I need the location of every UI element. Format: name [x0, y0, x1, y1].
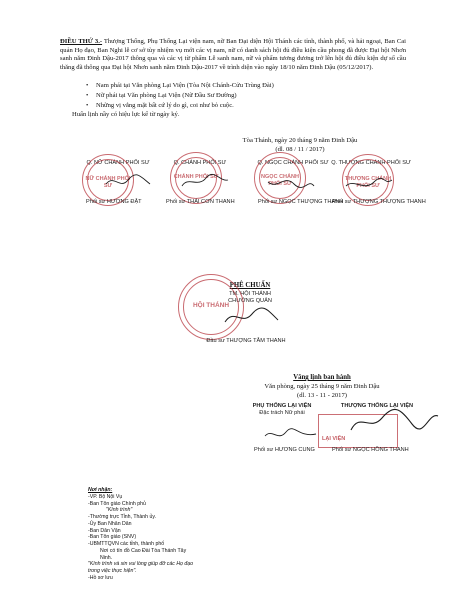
left-signer-title: PHỤ THỐNG LẠI VIỆN Đặc trách Nữ phái	[252, 403, 312, 417]
seal-icon: NỮ CHÁNH PHỐI SƯ	[82, 154, 134, 206]
list-item: -Ủy Ban Nhân Dân	[88, 520, 132, 527]
list-item: -Ban Tôn giáo (SNV)	[88, 534, 137, 541]
signers-row	[0, 148, 464, 210]
list-item: Nơi có tín đồ Cao Đài Tòa Thánh Tây Ninh.	[100, 547, 187, 561]
approval-block: PHÊ CHUẨN TM. HỘI THÁNH CHƯỞNG QUẢN	[190, 282, 310, 306]
promulgation-block: Vâng lịnh ban hành Văn phòng, ngày 25 tháng 9 năm Đinh Dậu (dl. 13 - 11 - 2017)	[222, 374, 422, 400]
promulgation-title: Vâng lịnh ban hành	[293, 374, 351, 381]
list-item: -Ban Dân Vận	[88, 527, 121, 534]
list-item: • Những vị vắng mặt bất cứ lý do gì, coi như bỏ cuộc.	[86, 102, 234, 110]
list-item: -UBMTTQVN các tỉnh, thành phố	[88, 541, 165, 547]
seal-icon: THƯỢNG CHÁNH PHỐI SƯ	[342, 154, 394, 206]
article-heading: ĐIỀU THỨ 3.-	[60, 38, 103, 45]
left-signer-name: Phối sư HƯƠNG CUNG	[254, 447, 315, 453]
approval-title: PHÊ CHUẨN	[229, 282, 271, 289]
recipients-title: Nơi nhận:	[88, 487, 113, 493]
bullet-icon: •	[86, 82, 89, 89]
signature-icon	[104, 172, 154, 192]
closing-line: Huấn lịnh nầy có hiệu lực kể từ ngày ký.	[72, 111, 180, 118]
signature-icon	[344, 174, 394, 194]
list-item: -Thường trực Tỉnh, Thành ủy.	[88, 514, 157, 520]
stamp-text: LẠI VIỆN	[322, 436, 346, 442]
list-item: • Nam phái tại Văn phòng Lại Viện (Tòa Nội Chánh-Cửu Trùng Đài)	[86, 82, 274, 89]
list-item: • Nữ phái tại Văn phòng Lại Viện (Nữ Đầu Sư Đường)	[86, 92, 237, 100]
recipients-block	[88, 487, 198, 582]
signer-name: Phối sư THƯỢNG THƯỢNG THANH	[332, 199, 426, 205]
bullet-list	[86, 82, 386, 113]
list-item: "Kính trình"	[106, 507, 133, 514]
list-item: -Hồ sơ lưu	[88, 574, 113, 581]
article-paragraph	[60, 38, 406, 73]
dateline: Tòa Thánh, ngày 20 tháng 9 năm Đinh Dậu (dl. 08 / 11 / 2017)	[242, 137, 358, 153]
signer-name: Phối sư THÁI CƠN THANH	[166, 199, 235, 205]
signer-name: Phối sư HƯƠNG ĐẬT	[86, 199, 142, 205]
signature-icon	[348, 404, 440, 440]
signer-name: Phối sư NGỌC THƯỢNG THANH	[258, 199, 344, 205]
bullet-icon: •	[86, 102, 89, 110]
seal-icon: CHÁNH PHỐI SƯ	[170, 152, 222, 204]
right-signer-title: THƯỢNG THỐNG LẠI VIỆN	[340, 403, 414, 409]
seal-icon: HỘI THÁNH	[178, 274, 244, 340]
signer-office: Q. CHÁNH PHỐI SƯ	[173, 160, 227, 166]
signer-office: Q. NỮ CHÁNH PHỐI SƯ	[86, 160, 150, 166]
signer-office: Q. NGỌC CHÁNH PHỐI SƯ	[257, 160, 329, 166]
signature-icon	[222, 304, 282, 330]
seal-icon: NGỌC CHÁNH PHỐI SƯ	[254, 152, 306, 204]
signature-icon	[262, 424, 320, 448]
article-text: Thượng Thống, Phụ Thống Lại viện nam, nữ Ban Đại diện Hội Thánh các tỉnh, thành phố, và hải ngoại, Ban Cai quản Họ đạo, Ban Nghi lễ cơ sở tùy nhiệm vụ mới các vị nam, nữ có danh sách hội đủ điều kiện cầu phong đã được Đại hội Nhơn sanh năm Đinh Dậu-2017 thông qua và các vị từ phẩm Lễ sanh nam, nữ và phẩm tương đương trở lên hội đủ điều kiện dự sổ cầu thăng đã thông qua Đại hội Nhơn sanh năm Đinh Dậu-2017 về trình diện vào ngày 18/10 năm Đinh Dậu (05/12/2017).	[60, 38, 406, 72]
approval-name: Đầu sư THƯỢNG TÂM THANH	[206, 338, 286, 344]
bullet-icon: •	[86, 92, 89, 100]
signer-office: Q. THƯỢNG CHÁNH PHỐI SƯ	[331, 160, 411, 166]
signature-icon	[266, 172, 316, 192]
right-signer-name: Phối sư NGỌC HỒNG THANH	[332, 447, 409, 453]
list-item: -Ban Tôn giáo Chính phủ	[88, 500, 146, 507]
list-item: "Kính trình và xin vui lòng giúp đỡ các Họ đạo trong việc thực hiện".	[88, 561, 194, 574]
signature-icon	[180, 172, 230, 192]
list-item: -VP. Bộ Nội Vụ	[88, 493, 123, 500]
